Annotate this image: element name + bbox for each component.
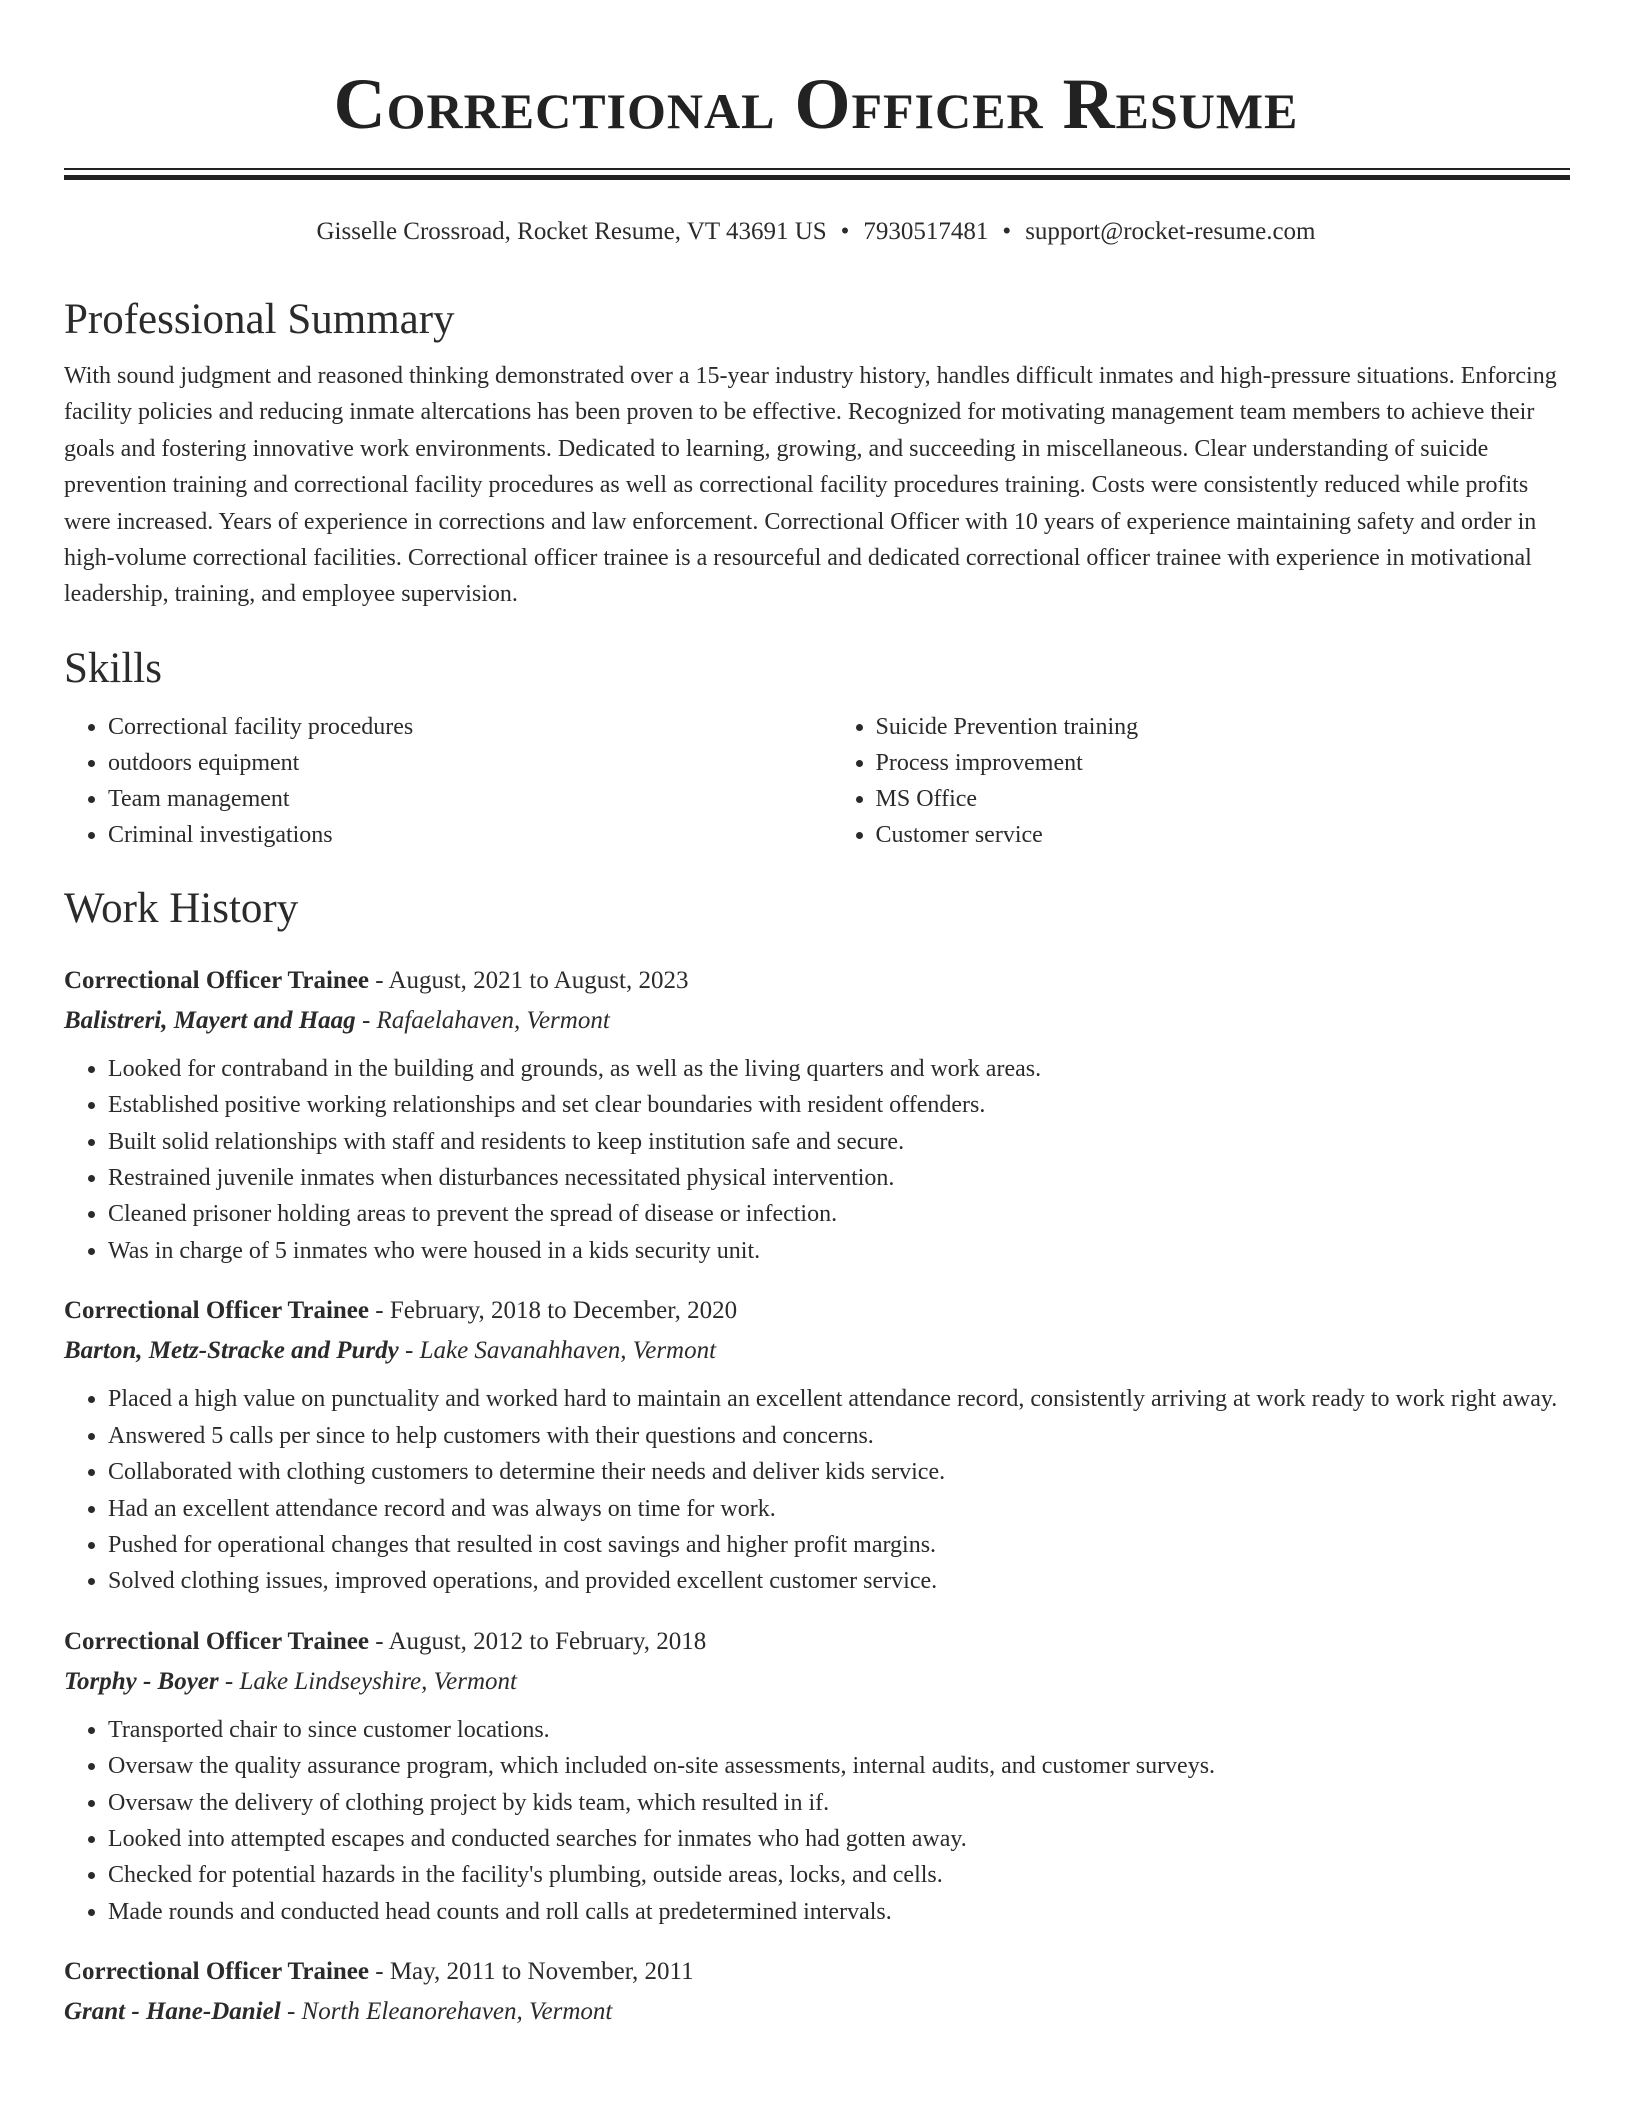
contact-separator: •: [840, 218, 850, 245]
job-title-line: [64, 1291, 1570, 1331]
contact-address: Gisselle Crossroad, Rocket Resume, VT 43691 US: [316, 218, 827, 245]
job-entry: [64, 1291, 1570, 1599]
skill-item: • Criminal investigations: [108, 817, 803, 853]
contact-email: support@rocket-resume.com: [1025, 218, 1316, 245]
job-entry: [64, 1952, 1570, 2032]
job-bullet: • Restrained juvenile inmates when disturbances necessitated physical intervention.: [108, 1160, 1570, 1196]
job-location: - North Eleanorehaven, Vermont: [280, 1998, 613, 2026]
resume-title: Correctional Officer Resume: [333, 64, 1299, 144]
job-bullet: • Checked for potential hazards in the facility's plumbing, outside areas, locks, and cells.: [108, 1857, 1570, 1893]
skill-item: • Customer service: [876, 817, 1571, 853]
job-bullet: • Placed a high value on punctuality and worked hard to maintain an excellent attendance record, consistently arriving at work ready to work right away.: [108, 1381, 1570, 1417]
job-title-line: [64, 1952, 1570, 1992]
job-company-line: [64, 1662, 1570, 1702]
title-rule-thick: [64, 175, 1570, 180]
skills-columns: [64, 709, 1570, 853]
job-role: Correctional Officer Trainee: [64, 966, 369, 994]
summary-text: With sound judgment and reasoned thinking demonstrated over a 15-year industry history, handles difficult inmates and high-pressure situations. Enforcing facility policies and reducing inmate altercations has been proven to be effective. Recognized for motivating management team members to achieve their goals and fostering innovative work environments. Dedicated to learning, growing, and succeeding in miscellaneous. Clear understanding of suicide prevention training and correctional facility procedures as well as correctional facility procedures training. Costs were consistently reduced while profits were increased. Years of experience in corrections and law enforcement. Correctional Officer with 10 years of experience maintaining safety and order in high-volume correctional facilities. Correctional officer trainee is a resourceful and dedicated correctional officer trainee with experience in motivational leadership, training, and employee supervision.: [64, 363, 1557, 608]
job-role: Correctional Officer Trainee: [64, 1297, 369, 1325]
job-bullet: • Looked for contraband in the building and grounds, as well as the living quarters and work areas.: [108, 1051, 1570, 1087]
job-bullet: • Transported chair to since customer locations.: [108, 1712, 1570, 1748]
skill-item: • Suicide Prevention training: [876, 709, 1571, 745]
job-company: Torphy - Boyer: [64, 1667, 219, 1695]
job-location: - Lake Lindseyshire, Vermont: [218, 1667, 517, 1695]
summary-heading: Professional Summary: [64, 296, 455, 343]
job-location: - Lake Savanahhaven, Vermont: [398, 1337, 717, 1365]
job-bullet: • Made rounds and conducted head counts and roll calls at predetermined intervals.: [108, 1894, 1570, 1930]
job-bullet: • Oversaw the delivery of clothing project by kids team, which resulted in if.: [108, 1785, 1570, 1821]
job-dates: - February, 2018 to December, 2020: [369, 1297, 738, 1325]
work-history-heading: Work History: [64, 884, 299, 932]
job-company-line: [64, 1992, 1570, 2032]
job-company: Grant - Hane-Daniel: [64, 1998, 281, 2026]
skill-item: • Team management: [108, 781, 803, 817]
job-title-line: [64, 961, 1570, 1001]
job-bullet: • Solved clothing issues, improved operations, and provided excellent customer service.: [108, 1563, 1570, 1599]
job-bullet: • Built solid relationships with staff and residents to keep institution safe and secure.: [108, 1124, 1570, 1160]
job-dates: - August, 2021 to August, 2023: [369, 966, 689, 994]
job-bullet: • Established positive working relationships and set clear boundaries with resident offenders.: [108, 1087, 1570, 1123]
contact-separator: •: [1002, 218, 1012, 245]
job-bullet: • Looked into attempted escapes and conducted searches for inmates who had gotten away.: [108, 1821, 1570, 1857]
job-role: Correctional Officer Trainee: [64, 1958, 369, 1986]
job-company-line: [64, 1331, 1570, 1371]
job-bullet: • Answered 5 calls per since to help customers with their questions and concerns.: [108, 1418, 1570, 1454]
job-entry: [64, 1622, 1570, 1930]
resume-content: [64, 290, 1570, 2032]
title-rule-thin: [64, 168, 1570, 170]
job-bullet: • Had an excellent attendance record and was always on time for work.: [108, 1491, 1570, 1527]
job-location: - Rafaelahaven, Vermont: [355, 1006, 610, 1034]
job-dates: - August, 2012 to February, 2018: [369, 1627, 707, 1655]
job-company: Barton, Metz-Stracke and Purdy: [64, 1337, 399, 1365]
skills-list-right: [832, 709, 1571, 853]
skill-item: • Correctional facility procedures: [108, 709, 803, 745]
contact-line: [0, 214, 1632, 250]
job-company: Balistreri, Mayert and Haag: [64, 1006, 356, 1034]
job-company-line: [64, 1001, 1570, 1041]
job-bullet: • Collaborated with clothing customers to determine their needs and deliver kids service.: [108, 1454, 1570, 1490]
skill-item: • outdoors equipment: [108, 745, 803, 781]
job-bullets: [64, 1051, 1570, 1269]
skill-item: • MS Office: [876, 781, 1571, 817]
job-entry: [64, 961, 1570, 1269]
job-title-line: [64, 1622, 1570, 1662]
skill-item: • Process improvement: [876, 745, 1571, 781]
job-bullets: [64, 1712, 1570, 1930]
job-bullet: • Cleaned prisoner holding areas to prevent the spread of disease or infection.: [108, 1196, 1570, 1232]
job-bullet: • Was in charge of 5 inmates who were housed in a kids security unit.: [108, 1233, 1570, 1269]
skills-list-left: [64, 709, 803, 853]
job-dates: - May, 2011 to November, 2011: [369, 1958, 694, 1986]
job-bullet: • Pushed for operational changes that resulted in cost savings and higher profit margins.: [108, 1527, 1570, 1563]
job-bullet: • Oversaw the quality assurance program, which included on-site assessments, internal audits, and customer surveys.: [108, 1748, 1570, 1784]
job-bullets: [64, 1381, 1570, 1599]
contact-phone: 7930517481: [863, 218, 989, 245]
skills-heading: Skills: [64, 644, 162, 692]
job-role: Correctional Officer Trainee: [64, 1627, 369, 1655]
